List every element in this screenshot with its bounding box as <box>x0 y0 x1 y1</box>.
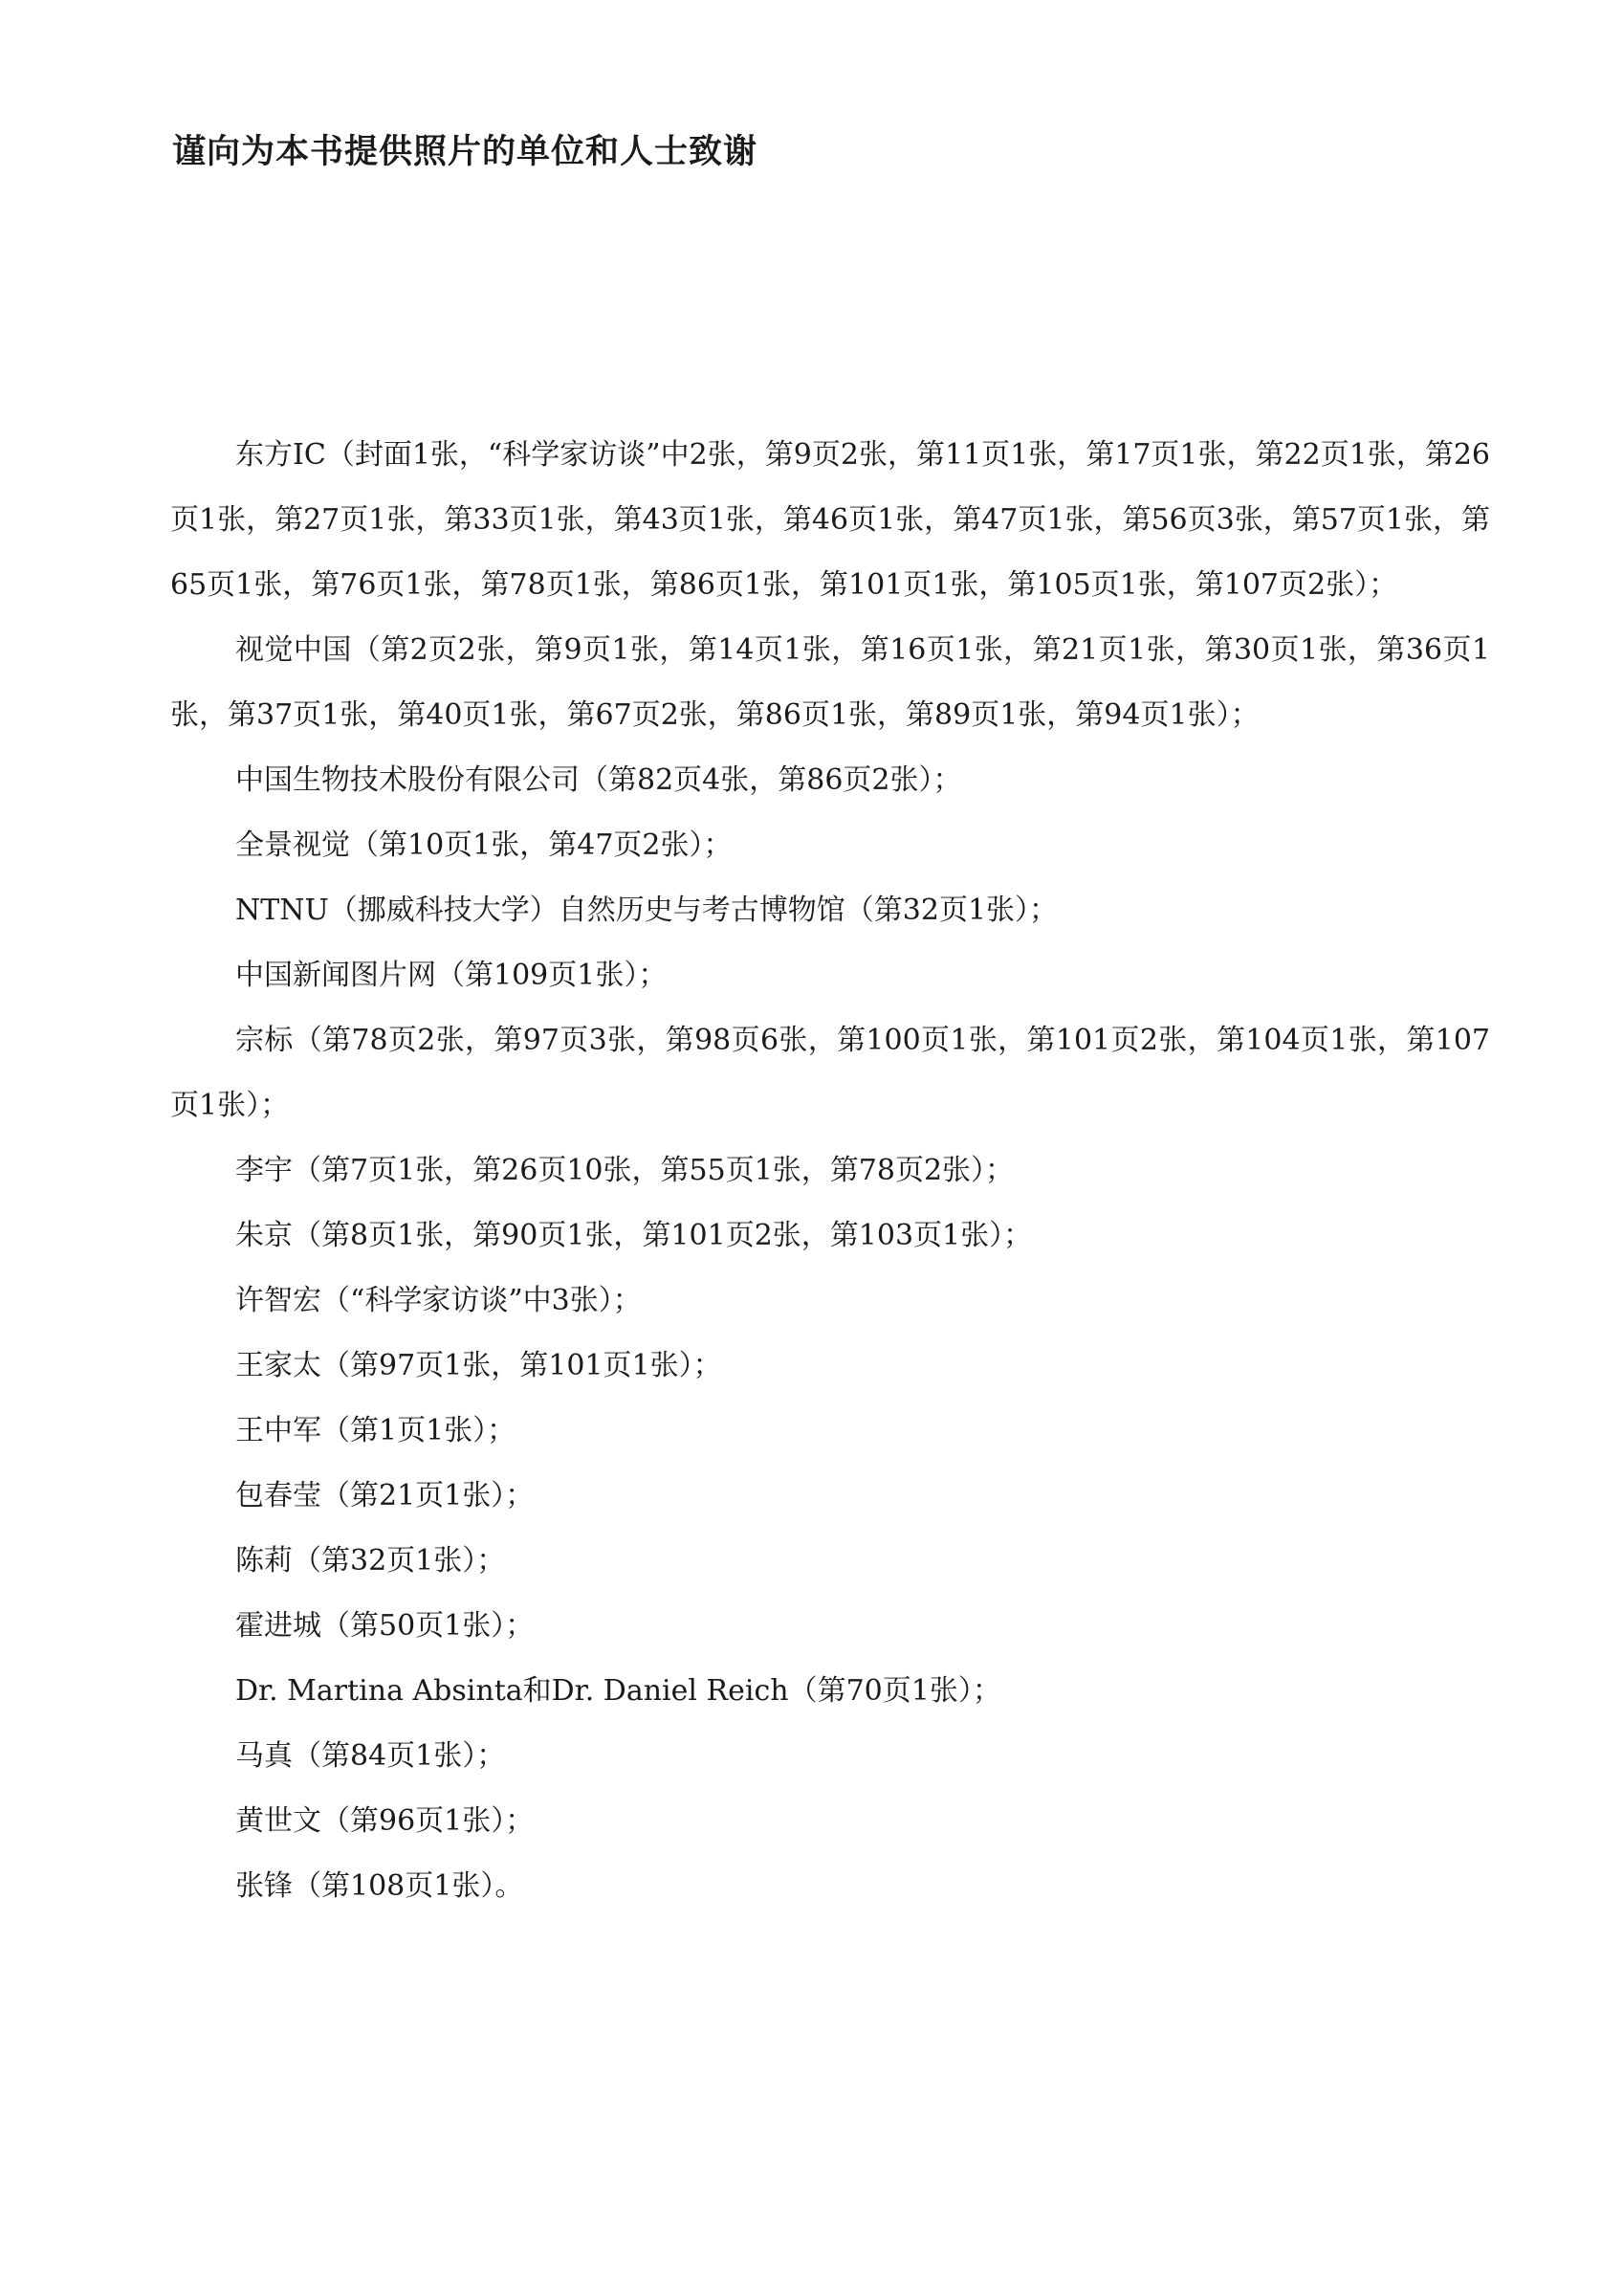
acknowledgement-entry: 黄世文（第96页1张）； <box>235 1804 535 1838</box>
acknowledgement-entry: 陈莉（第32页1张）； <box>235 1544 506 1578</box>
acknowledgement-entry: NTNU（挪威科技大学）自然历史与考古博物馆（第32页1张）； <box>235 894 1059 927</box>
acknowledgement-entry: 李宇（第7页1张，第26页10张，第55页1张，第78页2张）； <box>235 1154 1015 1187</box>
acknowledgement-entry: 王家太（第97页1张，第101页1张）； <box>235 1349 722 1382</box>
acknowledgement-entry: 中国生物技术股份有限公司（第82页4张，第86页2张）； <box>235 763 962 797</box>
acknowledgement-entry: Dr. Martina Absinta和Dr. Daniel Reich（第70页1张）； <box>235 1674 1001 1708</box>
page-title: 谨向为本书提供照片的单位和人士致谢 <box>172 133 758 171</box>
acknowledgement-entry: 张锋（第108页1张）。 <box>235 1869 524 1903</box>
acknowledgement-entry: 视觉中国（第2页2张，第9页1张，第14页1张，第16页1张，第21页1张，第30页1张，第36页1张，第37页1张，第40页1张，第67页2张，第86页1张，第89页1张，第94页1张）； <box>170 633 1490 732</box>
acknowledgement-entry: 宗标（第78页2张，第97页3张，第98页6张，第100页1张，第101页2张，第104页1张，第107页1张）； <box>170 1024 1490 1122</box>
acknowledgement-entry: 霍进城（第50页1张）； <box>235 1609 535 1643</box>
acknowledgement-entry: 朱京（第8页1张，第90页1张，第101页2张，第103页1张）； <box>235 1219 1033 1252</box>
acknowledgement-entry: 全景视觉（第10页1张，第47页2张）； <box>235 828 733 862</box>
acknowledgement-entry: 许智宏（“科学家访谈”中3张）； <box>235 1284 642 1317</box>
acknowledgement-entry: 东方IC（封面1张，“科学家访谈”中2张，第9页2张，第11页1张，第17页1张，第22页1张，第26页1张，第27页1张，第33页1张，第43页1张，第46页1张，第47页1张，第56页3张，第57页1张，第65页1张，第76页1张，第78页1张，第86页1张，第101页1张，第105页1张，第107页2张）； <box>170 438 1490 602</box>
acknowledgement-entry: 王中军（第1页1张）； <box>235 1414 516 1447</box>
acknowledgement-list <box>170 423 1490 1919</box>
acknowledgement-entry: 马真（第84页1张）； <box>235 1739 506 1773</box>
acknowledgement-entry: 包春莹（第21页1张）； <box>235 1479 535 1512</box>
acknowledgement-entry: 中国新闻图片网（第109页1张）； <box>235 959 668 992</box>
